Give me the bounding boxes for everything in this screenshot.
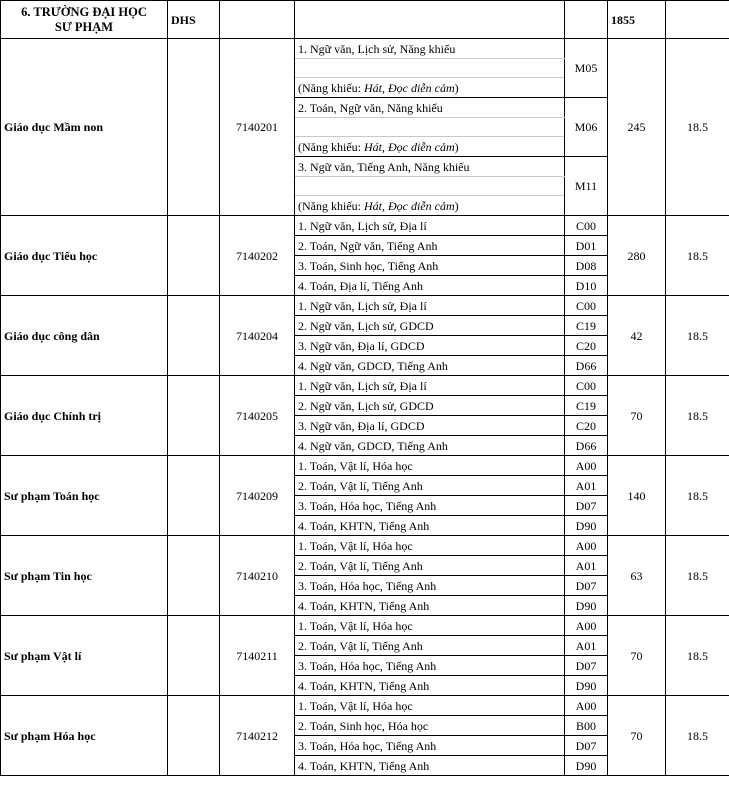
subject-combination: 3. Toán, Hóa học, Tiếng Anh	[295, 496, 565, 516]
subject-combination: 4. Ngữ văn, GDCD, Tiếng Anh	[295, 356, 565, 376]
combo-code: D66	[565, 436, 608, 456]
subject-option-spacer	[295, 177, 565, 196]
cutoff-score: 18.5	[666, 616, 729, 696]
subject-option-spacer	[295, 59, 565, 78]
combo-code: C20	[565, 336, 608, 356]
subject-option: 1. Ngữ văn, Lịch sử, Năng khiếu	[295, 39, 565, 59]
subject-combination: 3. Toán, Sinh học, Tiếng Anh	[295, 256, 565, 276]
combo-code: D08	[565, 256, 608, 276]
aptitude-note	[295, 196, 565, 216]
program-name: Sư phạm Tin học	[1, 536, 168, 616]
quota: 42	[608, 296, 666, 376]
program-name: Sư phạm Toán học	[1, 456, 168, 536]
program-code: 7140202	[220, 216, 295, 296]
program-code: 7140210	[220, 536, 295, 616]
school-name-line1: 6. TRƯỜNG ĐẠI HỌC	[21, 4, 147, 19]
note-prefix: (Năng khiếu:	[298, 139, 364, 154]
combo-code: D01	[565, 236, 608, 256]
combo-code: D07	[565, 496, 608, 516]
program-row	[1, 39, 729, 59]
note-suffix: )	[454, 198, 459, 213]
combo-code: A00	[565, 456, 608, 476]
subject-combination: 1. Ngữ văn, Lịch sử, Địa lí	[295, 376, 565, 396]
note-italic: Hát, Đọc diễn cảm	[363, 80, 455, 95]
note-italic: Hát, Đọc diễn cảm	[363, 139, 455, 154]
program-empty-cell	[168, 296, 220, 376]
subject-combination: 4. Toán, KHTN, Tiếng Anh	[295, 596, 565, 616]
combo-code: C00	[565, 296, 608, 316]
program-empty-cell	[168, 456, 220, 536]
subject-combination: 4. Ngữ văn, GDCD, Tiếng Anh	[295, 436, 565, 456]
subject-combination: 3. Toán, Hóa học, Tiếng Anh	[295, 736, 565, 756]
combo-code: C00	[565, 216, 608, 236]
quota: 70	[608, 696, 666, 776]
subject-combination: 2. Toán, Ngữ văn, Tiếng Anh	[295, 236, 565, 256]
combo-code: D90	[565, 596, 608, 616]
cutoff-score: 18.5	[666, 376, 729, 456]
subject-combination: 3. Toán, Hóa học, Tiếng Anh	[295, 656, 565, 676]
program-row	[1, 456, 729, 476]
program-row	[1, 696, 729, 716]
combo-code: D90	[565, 676, 608, 696]
combo-code: M11	[565, 157, 608, 216]
program-empty-cell	[168, 616, 220, 696]
header-empty-combo	[565, 1, 608, 39]
program-name: Sư phạm Hóa học	[1, 696, 168, 776]
subject-combination: 2. Ngữ văn, Lịch sử, GDCD	[295, 316, 565, 336]
school-name	[1, 1, 168, 39]
quota: 280	[608, 216, 666, 296]
combo-code: A01	[565, 476, 608, 496]
program-name: Giáo dục Tiểu học	[1, 216, 168, 296]
combo-code: A00	[565, 696, 608, 716]
quota: 63	[608, 536, 666, 616]
combo-code: D07	[565, 656, 608, 676]
combo-code: B00	[565, 716, 608, 736]
cutoff-score: 18.5	[666, 296, 729, 376]
combo-code: A00	[565, 616, 608, 636]
combo-code: A01	[565, 556, 608, 576]
program-name: Sư phạm Vật lí	[1, 616, 168, 696]
combo-code: A00	[565, 536, 608, 556]
school-total-quota: 1855	[608, 1, 666, 39]
aptitude-note	[295, 137, 565, 157]
combo-code: M05	[565, 39, 608, 98]
subject-combination: 2. Toán, Sinh học, Hóa học	[295, 716, 565, 736]
note-prefix: (Năng khiếu:	[298, 80, 364, 95]
subject-combination: 2. Toán, Vật lí, Tiếng Anh	[295, 636, 565, 656]
combo-code: C19	[565, 316, 608, 336]
quota: 70	[608, 376, 666, 456]
program-row	[1, 296, 729, 316]
note-suffix: )	[454, 80, 459, 95]
school-name-line2: SƯ PHẠM	[54, 19, 114, 34]
program-empty-cell	[168, 696, 220, 776]
program-name: Giáo dục Mầm non	[1, 39, 168, 216]
quota: 245	[608, 39, 666, 216]
program-empty-cell	[168, 216, 220, 296]
combo-code: D07	[565, 576, 608, 596]
subject-combination: 3. Ngữ văn, Địa lí, GDCD	[295, 416, 565, 436]
program-row	[1, 616, 729, 636]
subject-combination: 1. Toán, Vật lí, Hóa học	[295, 616, 565, 636]
combo-code: D66	[565, 356, 608, 376]
cutoff-score: 18.5	[666, 216, 729, 296]
combo-code: D10	[565, 276, 608, 296]
header-empty-code	[220, 1, 295, 39]
note-prefix: (Năng khiếu:	[298, 198, 364, 213]
cutoff-score: 18.5	[666, 536, 729, 616]
program-code: 7140201	[220, 39, 295, 216]
aptitude-note	[295, 78, 565, 98]
subject-combination: 4. Toán, KHTN, Tiếng Anh	[295, 516, 565, 536]
subject-combination: 2. Ngữ văn, Lịch sử, GDCD	[295, 396, 565, 416]
combo-code: C20	[565, 416, 608, 436]
note-suffix: )	[454, 139, 459, 154]
program-row	[1, 536, 729, 556]
subject-combination: 4. Toán, Địa lí, Tiếng Anh	[295, 276, 565, 296]
school-header-row	[1, 1, 729, 39]
header-empty-score	[666, 1, 729, 39]
combo-code: M06	[565, 98, 608, 157]
subject-option: 3. Ngữ văn, Tiếng Anh, Năng khiếu	[295, 157, 565, 177]
combo-code: D90	[565, 756, 608, 776]
quota: 70	[608, 616, 666, 696]
program-empty-cell	[168, 536, 220, 616]
subject-combination: 1. Ngữ văn, Lịch sử, Địa lí	[295, 296, 565, 316]
subject-combination: 1. Ngữ văn, Lịch sử, Địa lí	[295, 216, 565, 236]
school-code: DHS	[168, 1, 220, 39]
program-code: 7140204	[220, 296, 295, 376]
subject-combination: 1. Toán, Vật lí, Hóa học	[295, 456, 565, 476]
program-name: Giáo dục công dân	[1, 296, 168, 376]
combo-code: C19	[565, 396, 608, 416]
subject-combination: 1. Toán, Vật lí, Hóa học	[295, 696, 565, 716]
quota: 140	[608, 456, 666, 536]
header-empty-subjects	[295, 1, 565, 39]
combo-code: C00	[565, 376, 608, 396]
subject-combination: 2. Toán, Vật lí, Tiếng Anh	[295, 476, 565, 496]
program-code: 7140205	[220, 376, 295, 456]
program-code: 7140211	[220, 616, 295, 696]
program-name: Giáo dục Chính trị	[1, 376, 168, 456]
subject-option-spacer	[295, 118, 565, 137]
combo-code: A01	[565, 636, 608, 656]
cutoff-score: 18.5	[666, 696, 729, 776]
note-italic: Hát, Đọc diễn cảm	[363, 198, 455, 213]
subject-combination: 3. Toán, Hóa học, Tiếng Anh	[295, 576, 565, 596]
subject-combination: 1. Toán, Vật lí, Hóa học	[295, 536, 565, 556]
subject-option: 2. Toán, Ngữ văn, Năng khiếu	[295, 98, 565, 118]
cutoff-score: 18.5	[666, 39, 729, 216]
subject-combination: 2. Toán, Vật lí, Tiếng Anh	[295, 556, 565, 576]
subject-combination: 4. Toán, KHTN, Tiếng Anh	[295, 676, 565, 696]
combo-code: D07	[565, 736, 608, 756]
subject-combination: 4. Toán, KHTN, Tiếng Anh	[295, 756, 565, 776]
program-empty-cell	[168, 376, 220, 456]
program-empty-cell	[168, 39, 220, 216]
subject-combination: 3. Ngữ văn, Địa lí, GDCD	[295, 336, 565, 356]
program-code: 7140212	[220, 696, 295, 776]
combo-code: D90	[565, 516, 608, 536]
program-row	[1, 216, 729, 236]
program-code: 7140209	[220, 456, 295, 536]
cutoff-score: 18.5	[666, 456, 729, 536]
program-row	[1, 376, 729, 396]
